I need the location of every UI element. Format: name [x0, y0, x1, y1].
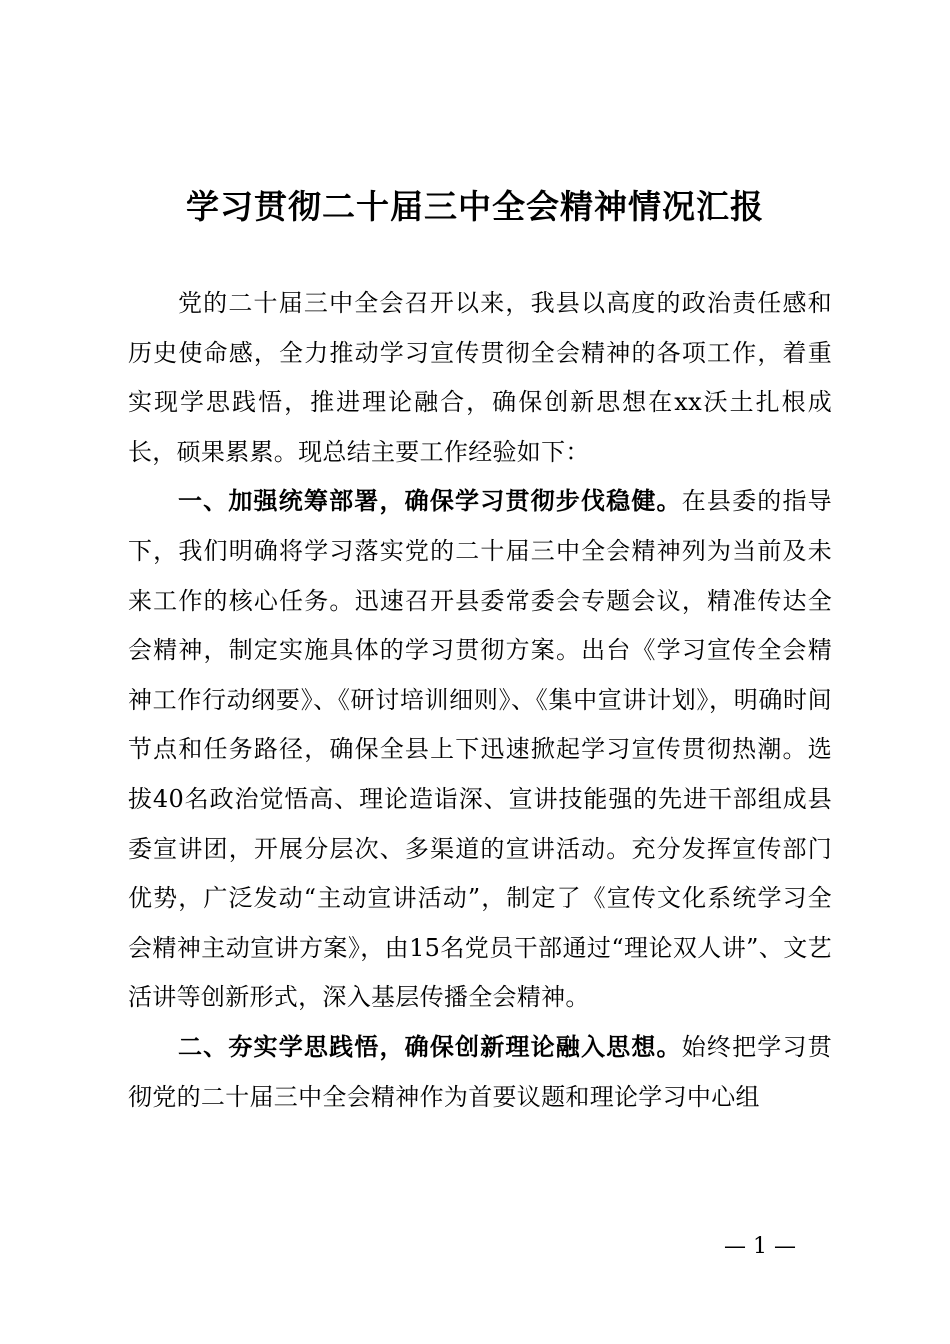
document-title: 学习贯彻二十届三中全会精神情况汇报 [186, 187, 764, 226]
paragraph-section-1 [128, 477, 832, 1023]
paragraph-intro [128, 279, 832, 477]
page-number: — 1 — [724, 1234, 796, 1259]
document-body [128, 279, 832, 1122]
paragraph-section-2 [128, 1023, 832, 1122]
paragraph-text: 始终把学习贯彻党的二十届三中全会精神作为首要议题和理论学习中心组 [128, 1032, 832, 1111]
paragraph-text: 党的二十届三中全会召开以来，我县以高度的政治责任感和历史使命感，全力推动学习宣传贯彻全会精神的各项工作，着重实现学思践悟，推进理论融合，确保创新思想在xx沃土扎根成长，硕果累累。现总结主要工作经验如下： [128, 289, 832, 466]
section-heading: 一、加强统筹部署，确保学习贯彻步伐稳健。 [178, 487, 682, 516]
paragraph-text: 在县委的指导下，我们明确将学习落实党的二十届三中全会精神列为当前及未来工作的核心任务。迅速召开县委常委会专题会议，精准传达全会精神，制定实施具体的学习贯彻方案。出台《学习宣传全会精神工作行动纲要》、《研讨培训细则》、《集中宣讲计划》，明确时间节点和任务路径，确保全县上下迅速掀起学习宣传贯彻热潮。选拔40名政治觉悟高、理论造诣深、宣讲技能强的先进干部组成县委宣讲团，开展分层次、多渠道的宣讲活动。充分发挥宣传部门优势，广泛发动“主动宣讲活动”，制定了《宣传文化系统学习全会精神主动宣讲方案》，由15名党员干部通过“理论双人讲”、文艺活讲等创新形式，深入基层传播全会精神。 [128, 487, 832, 1012]
section-heading: 二、夯实学思践悟，确保创新理论融入思想。 [178, 1032, 682, 1061]
